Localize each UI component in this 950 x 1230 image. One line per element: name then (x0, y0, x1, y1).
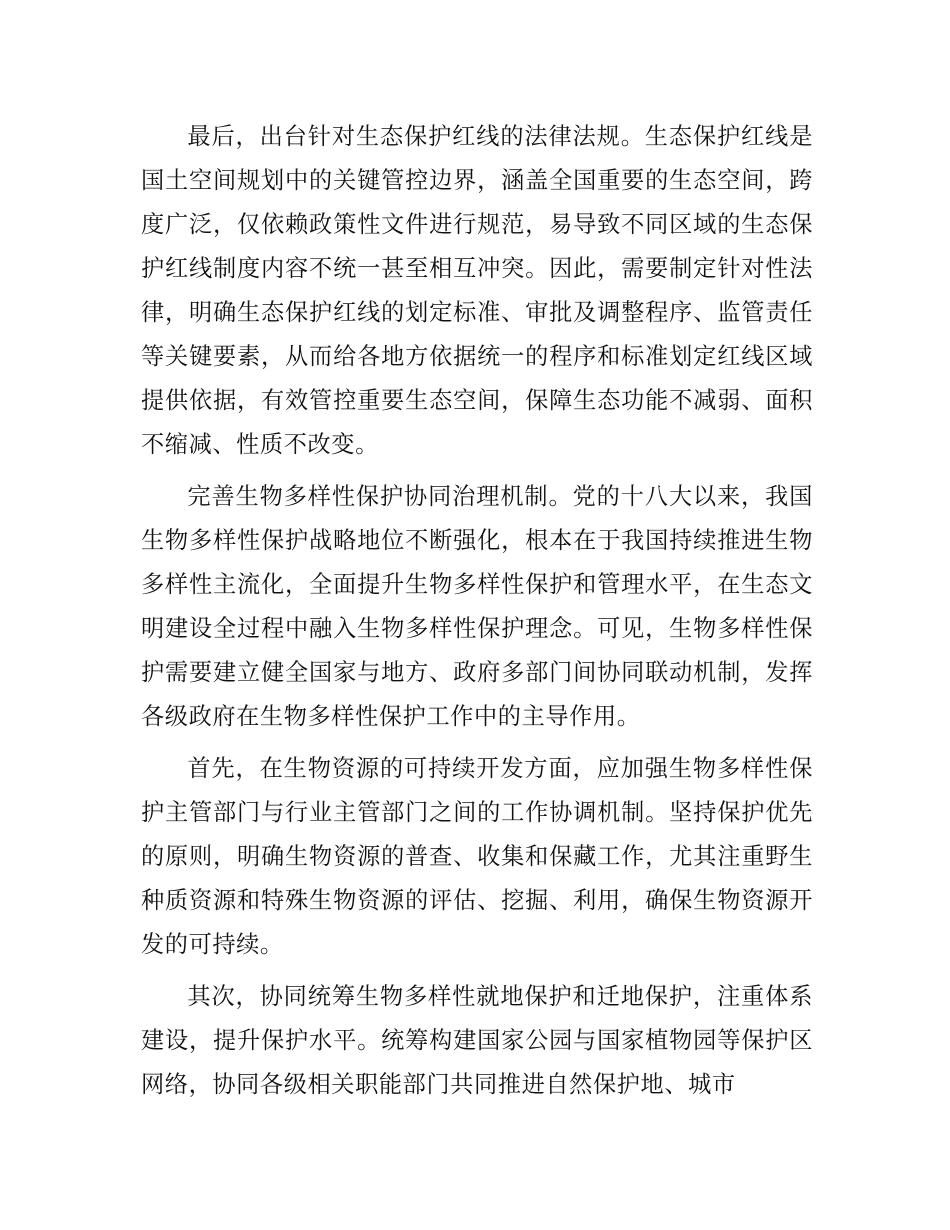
paragraph-in-situ-ex-situ: 其次，协同统筹生物多样性就地保护和迁地保护，注重体系建设，提升保护水平。统筹构建国家公园与国家植物园等保护区网络，协同各级相关职能部门共同推进自然保护地、城市 (141, 983, 813, 1098)
document-body (141, 115, 813, 1115)
paragraph-biodiversity-governance: 完善生物多样性保护协同治理机制。党的十八大以来，我国生物多样性保护战略地位不断强化，根本在于我国持续推进生物多样性主流化，全面提升生物多样性保护和管理水平，在生态文明建设全过程中融入生物多样性保护理念。可见，生物多样性保护需要建立健全国家与地方、政府多部门间协同联动机制，发挥各级政府在生物多样性保护工作中的主导作用。 (141, 483, 813, 730)
paragraph-resource-development: 首先，在生物资源的可持续开发方面，应加强生物多样性保护主管部门与行业主管部门之间的工作协调机制。坚持保护优先的原则，明确生物资源的普查、收集和保藏工作，尤其注重野生种质资源和特殊生物资源的评估、挖掘、利用，确保生物资源开发的可持续。 (141, 755, 813, 958)
paragraph-red-line-legislation: 最后，出台针对生态保护红线的法律法规。生态保护红线是国土空间规划中的关键管控边界，涵盖全国重要的生态空间，跨度广泛，仅依赖政策性文件进行规范，易导致不同区域的生态保护红线制度内容不统一甚至相互冲突。因此，需要制定针对性法律，明确生态保护红线的划定标准、审批及调整程序、监管责任等关键要素，从而给各地方依据统一的程序和标准划定红线区域提供依据，有效管控重要生态空间，保障生态功能不减弱、面积不缩减、性质不改变。 (141, 123, 813, 458)
